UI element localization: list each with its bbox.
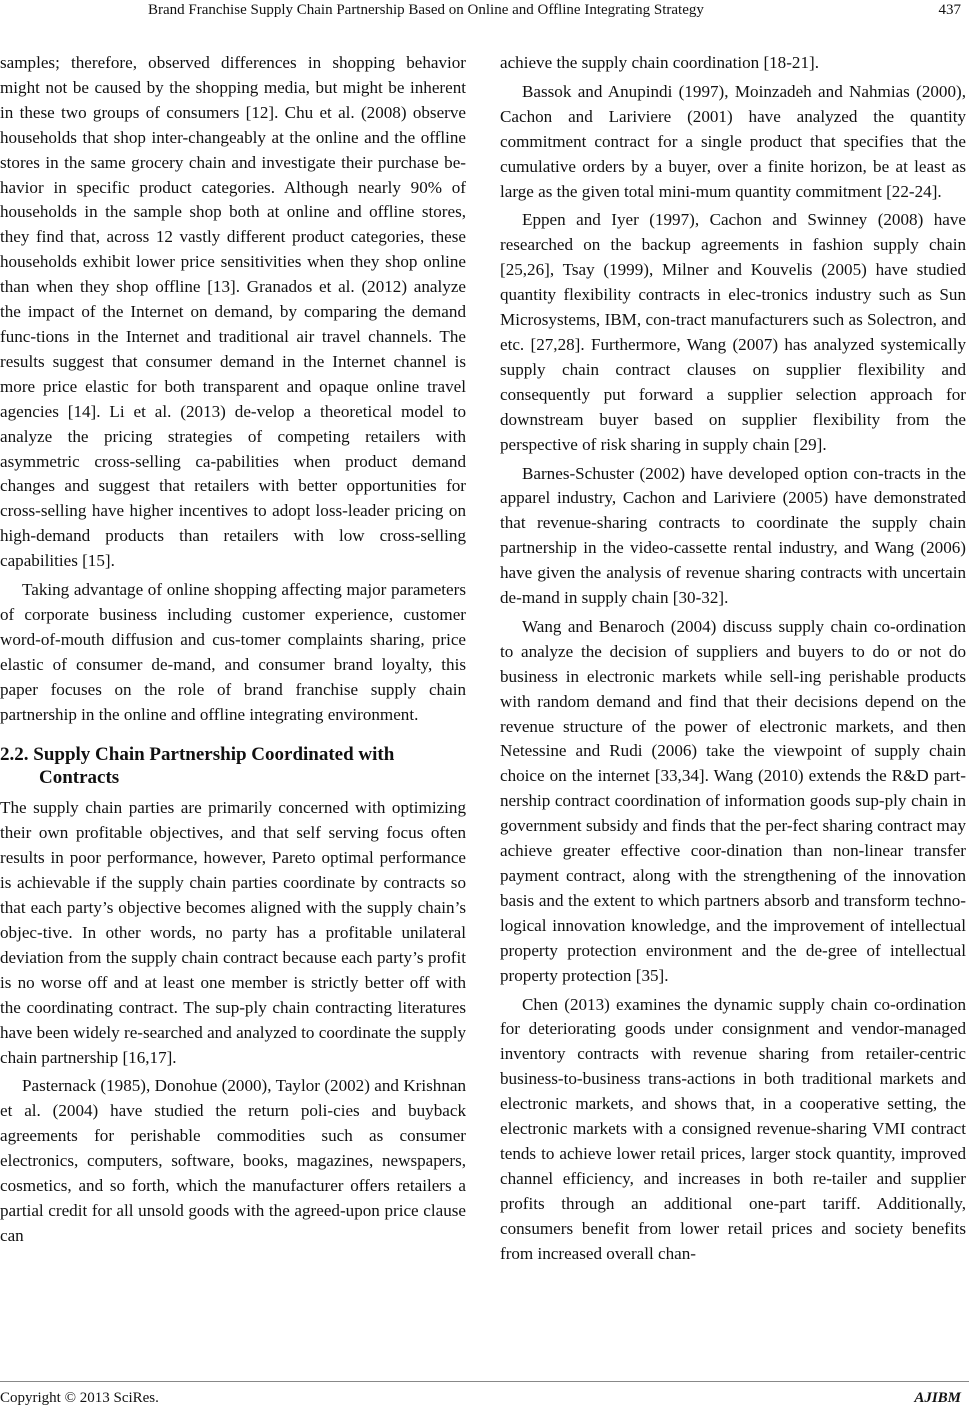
journal-abbreviation: AJIBM [914, 1390, 961, 1406]
paragraph: Pasternack (1985), Donohue (2000), Taylor (2002) and Krishnan et al. (2004) have studied the return poli-cies and buyback agreements for perishable commodities such as consumer electronics, computers, software, books, magazines, newspapers, cosmetics, and so forth, which the manufacturer offers retailers a partial credit for all unsold goods with the agreed-upon price clause can [0, 1076, 466, 1245]
paragraph: Eppen and Iyer (1997), Cachon and Swinney (2008) have researched on the backup agreements in fashion supply chain [25,26], Tsay (1999), Milner and Kouvelis (2005) have studied quantity flexibility contracts in elec-tronics industry such as Sun Microsystems, IBM, con-tract manufacturers such as Solectron, and etc. [27,28]. Furthermore, Wang (2007) has analyzed systemically supply chain contract clauses on supplier flexibility and consequently put forward a supplier selection approach for downstream buyer based on supplier flexibility from the perspective of risk sharing in supply chain [29]. [500, 210, 966, 454]
copyright-notice: Copyright © 2013 SciRes. [0, 1390, 159, 1406]
paragraph: achieve the supply chain coordination [18-21]. [500, 53, 819, 72]
section-heading-line2: Contracts [39, 767, 120, 789]
paragraph: Barnes-Schuster (2002) have developed option con-tracts in the apparel industry, Cachon and Lariviere (2005) have demonstrated that revenue-sharing contracts to coordinate the supply chain partnership in the video-cassette rental industry, and Wang (2006) have given the analysis of revenue sharing contracts with uncertain de-mand in supply chain [30-32]. [500, 463, 966, 608]
paragraph: The supply chain parties are primarily concerned with optimizing their own profitable objectives, and that self serving focus often results in poor performance, however, Pareto optimal performance is achievable if the supply chain parties coordinate by contracts so that each party’s objective becomes aligned with the supply chain’s objec-tive. In other words, no party has a profitable unilateral deviation from the supply chain contract because each party’s profit is no worse off and at least one member is strictly better off with the coordinating contract. The sup-ply chain contracting literatures have been widely re-searched and analyzed to coordinate the supply chain partnership [16,17]. [0, 798, 466, 1067]
paragraph: Wang and Benaroch (2004) discuss supply chain co-ordination to analyze the decision of suppliers and buyers to do or not do business in electronic markets while sell-ing perishable products with random demand and find that their decisions depend on the revenue structure of the power of electronic markets, and then Netessine and Rudi (2006) take the viewpoint of supply chain choice on the internet [33,34]. Wang (2010) extends the R&D part-nership contract coordination of information goods sup-ply chain in government subsidy and finds that the per-fect sharing contract may achieve greater effective coor-dination than non-linear transfer payment contract, along with the strengthening of the innovation basis and the extent to which partners absorb and transform techno-logical innovation knowledge, and the improvement of intellectual property protection environment and the de-gree of intellectual property protection [35]. [500, 616, 966, 985]
paragraph: Chen (2013) examines the dynamic supply chain co-ordination for deteriorating goods under consignment and vendor-managed inventory contracts with revenue sharing from retailer-centric business-to-business trans-actions in both traditional markets and electronic markets, and shows that, in a cooperative setting, the electronic markets with a consigned revenue-sharing VMI contract tends to achieve lower retail prices, larger stock quantity, improved channel efficiency, and increases in both re-tailer and supplier profits through an additional one-part tariff. Additionally, consumers benefit from lower retail prices and society benefits from increased overall chan- [500, 994, 966, 1263]
left-column [0, 51, 466, 1253]
section-heading-line1: 2.2. Supply Chain Partnership Coordinated with [0, 744, 395, 766]
section-heading [0, 743, 466, 789]
running-title: Brand Franchise Supply Chain Partnership Based on Online and Offline Integrating Strategy [148, 2, 704, 18]
paragraph: Taking advantage of online shopping affecting major parameters of corporate business including customer experience, customer word-of-mouth diffusion and cus-tomer complaints sharing, price elastic of consumer de-mand, and consumer brand loyalty, this paper focuses on the role of brand franchise supply chain partnership in the online and offline integrating environment. [0, 580, 466, 724]
running-header [0, 0, 969, 38]
page-number: 437 [938, 2, 961, 18]
paragraph: Bassok and Anupindi (1997), Moinzadeh and Nahmias (2000), Cachon and Lariviere (2001) have analyzed the quantity commitment contract for a single product that specifies that the cumulative orders by a buyer, over a finite horizon, be at least as large as the given total mini-mum quantity commitment [22-24]. [500, 81, 966, 201]
footer-divider [0, 1381, 969, 1382]
paragraph: samples; therefore, observed differences in shopping behavior might not be caused by the shopping media, but might be inherent in these two groups of consumers [12]. Chu et al. (2008) observe households that shop inter-changeably at the online and the offline stores in the same grocery chain and investigate their purchase be-havior in specific product categories. Although nearly 90% of households in the sample shop both at online and offline stores, they find that, across 12 vastly different product categories, these households exhibit lower price sensitivities when they shop online than when they shop offline [13]. Granados et al. (2012) analyze the impact of the Internet on demand, by comparing the demand func-tions in the Internet and traditional air travel channels. The results suggest that consumer demand in the Internet channel is more price elastic for both transparent and opaque online travel agencies [14]. Li et al. (2013) de-velop a theoretical model to analyze the pricing strategies of competing retailers with asymmetric cross-selling ca-pabilities when product demand changes and suggest that retailers with better opportunities for cross-selling have higher incentives to adopt loss-leader pricing on high-demand products than retailers with low cross-selling capabilities [15]. [0, 53, 466, 571]
right-column [500, 51, 966, 1271]
